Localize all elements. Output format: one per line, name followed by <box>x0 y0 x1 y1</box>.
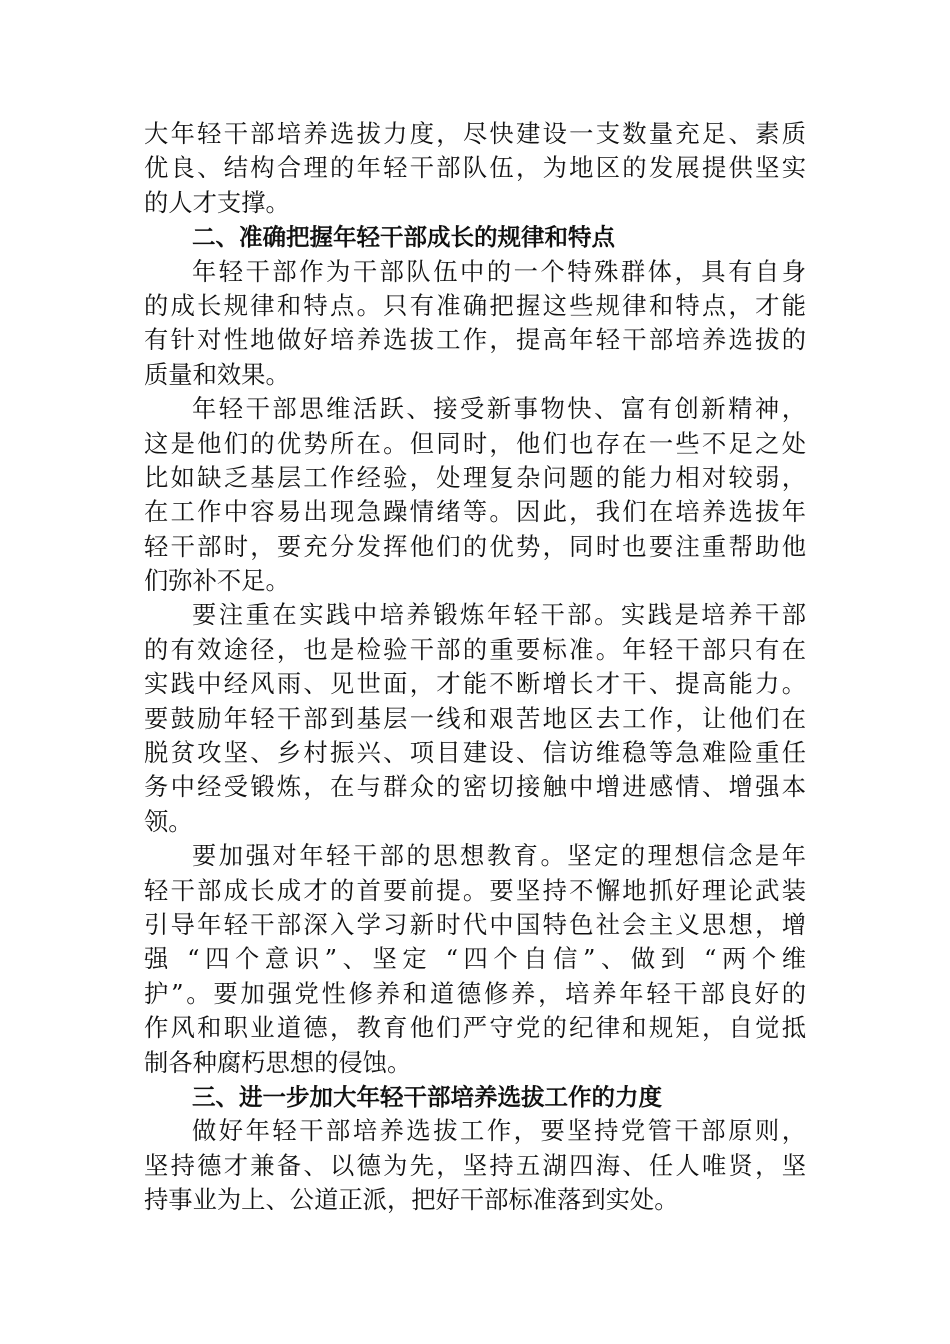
paragraph-line: 优良、结构合理的年轻干部队伍，为地区的发展提供坚实 <box>144 153 806 183</box>
paragraph-line: 们弥补不足。 <box>144 566 290 596</box>
paragraph-line: 轻干部时，要充分发挥他们的优势，同时也要注重帮助他 <box>144 531 806 561</box>
document-page <box>144 117 806 1218</box>
paragraph-line: 制各种腐朽思想的侵蚀。 <box>144 1047 412 1077</box>
paragraph-line: 比如缺乏基层工作经验，处理复杂问题的能力相对较弱， <box>144 462 806 492</box>
paragraph-line: 轻干部成长成才的首要前提。要坚持不懈地抓好理论武装 <box>144 875 806 905</box>
paragraph-line: 领。 <box>144 806 193 836</box>
paragraph-line: 在工作中容易出现急躁情绪等。因此，我们在培养选拔年 <box>144 497 806 527</box>
paragraph-line: 要注重在实践中培养锻炼年轻干部。实践是培养干部 <box>192 600 806 630</box>
section-heading-2: 二、准确把握年轻干部成长的规律和特点 <box>192 223 615 252</box>
paragraph-line: 要加强对年轻干部的思想教育。坚定的理想信念是年 <box>192 841 806 871</box>
paragraph-line: 的人才支撑。 <box>144 187 290 217</box>
paragraph-line: 的有效途径，也是检验干部的重要标准。年轻干部只有在 <box>144 634 806 664</box>
paragraph-line: 年轻干部思维活跃、接受新事物快、富有创新精神， <box>192 394 806 424</box>
paragraph-line: 务中经受锻炼，在与群众的密切接触中增进感情、增强本 <box>144 772 806 802</box>
paragraph-line: 质量和效果。 <box>144 359 290 389</box>
paragraph-line: 实践中经风雨、见世面，才能不断增长才干、提高能力。 <box>144 669 806 699</box>
paragraph-line: 这是他们的优势所在。但同时，他们也存在一些不足之处 <box>144 428 806 458</box>
paragraph-line: 护”。要加强党性修养和道德修养，培养年轻干部良好的 <box>144 978 806 1008</box>
paragraph-line: 有针对性地做好培养选拔工作，提高年轻干部培养选拔的 <box>144 325 806 355</box>
paragraph-line: 脱贫攻坚、乡村振兴、项目建设、信访维稳等急难险重任 <box>144 738 806 768</box>
section-heading-3: 三、进一步加大年轻干部培养选拔工作的力度 <box>192 1082 662 1111</box>
paragraph-line: 作风和职业道德，教育他们严守党的纪律和规矩，自觉抵 <box>144 1013 806 1043</box>
paragraph-line: 做好年轻干部培养选拔工作，要坚持党管干部原则， <box>192 1116 806 1146</box>
paragraph-line: 引导年轻干部深入学习新时代中国特色社会主义思想，增 <box>144 909 806 939</box>
paragraph-line: 坚持德才兼备、以德为先，坚持五湖四海、任人唯贤，坚 <box>144 1150 806 1180</box>
paragraph-line: 强 “四个意识”、坚定 “四个自信”、做到 “两个维 <box>144 944 806 974</box>
paragraph-line: 的成长规律和特点。只有准确把握这些规律和特点，才能 <box>144 290 806 320</box>
paragraph-line: 要鼓励年轻干部到基层一线和艰苦地区去工作，让他们在 <box>144 703 806 733</box>
paragraph-line: 大年轻干部培养选拔力度，尽快建设一支数量充足、素质 <box>144 119 806 148</box>
paragraph-line: 年轻干部作为干部队伍中的一个特殊群体，具有自身 <box>192 256 806 286</box>
paragraph-line: 持事业为上、公道正派，把好干部标准落到实处。 <box>144 1185 679 1215</box>
